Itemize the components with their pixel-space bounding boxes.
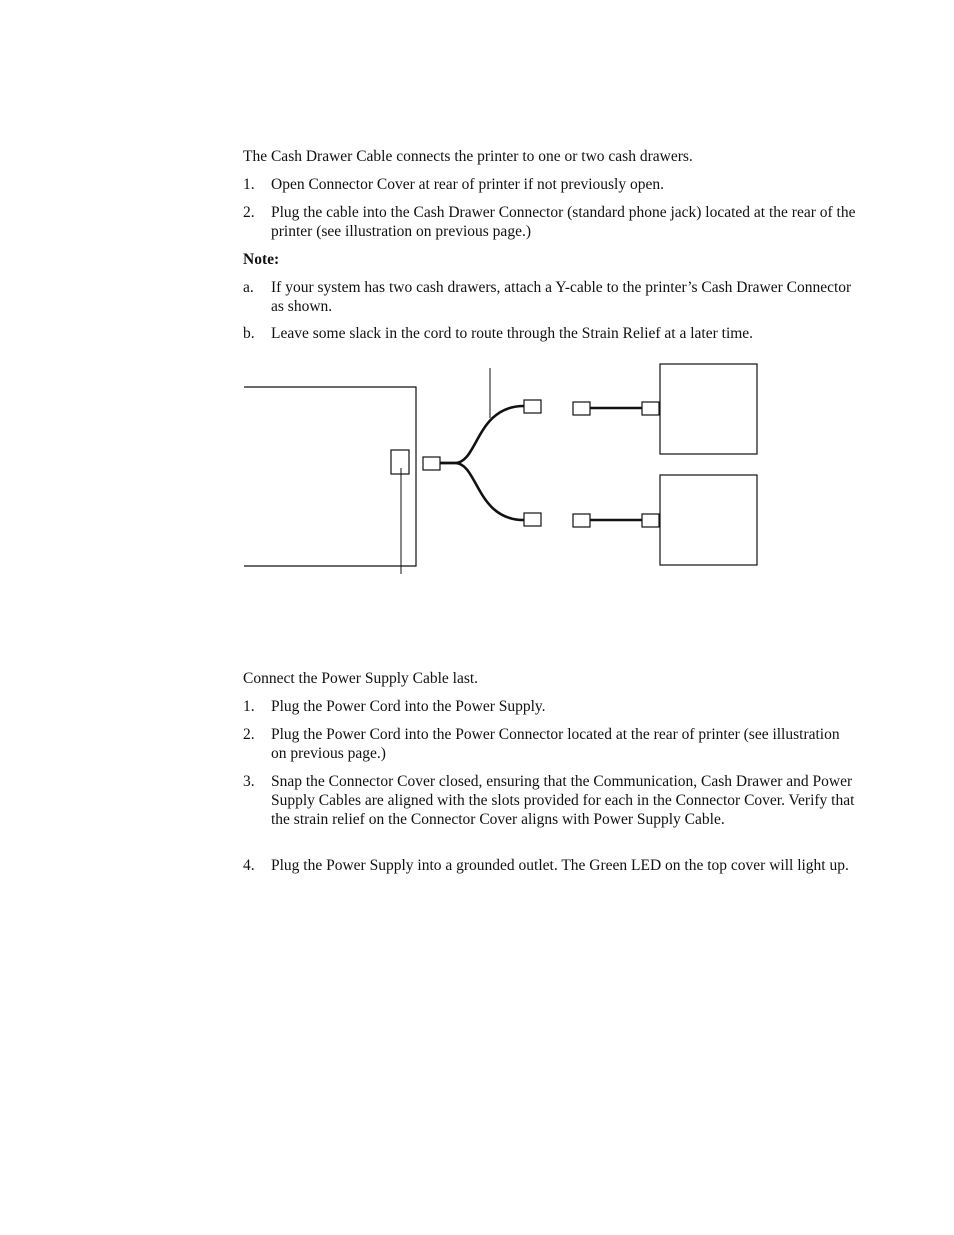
y-cable-plug: [423, 457, 440, 470]
note-text: If your system has two cash drawers, attach a Y-cable to the printer’s Cash Drawer Connector as shown.: [271, 279, 852, 315]
drawer-1-connector: [642, 402, 659, 415]
drawer-2-connector: [642, 514, 659, 527]
note-label: Note:: [243, 251, 280, 268]
note-letter: a.: [243, 279, 254, 296]
y-cable-lower-branch: [440, 463, 524, 520]
step-text: Snap the Connector Cover closed, ensuring that the Communication, Cash Drawer and Power Supply Cables are aligned with the slots provided for each in the Connector Cover. Verify that the strain relief on the Connector Cover aligns with Power Supply Cable.: [271, 773, 855, 828]
drawer-2-cable-plug: [573, 514, 590, 527]
y-cable-lower-jack: [524, 513, 541, 526]
cash-drawer-connector: [391, 450, 409, 474]
step-text: Plug the Power Supply into a grounded outlet. The Green LED on the top cover will light up.: [271, 857, 849, 874]
cash-drawer-2: [660, 475, 757, 565]
power-step-3: [243, 772, 858, 829]
step-text: Plug the cable into the Cash Drawer Connector (standard phone jack) located at the rear of the printer (see illustration on previous page.): [271, 204, 856, 240]
y-cable-upper-jack: [524, 400, 541, 413]
step-number: 1.: [243, 698, 255, 715]
cash-drawer-intro: The Cash Drawer Cable connects the printer to one or two cash drawers.: [243, 148, 693, 165]
printer-outline: [244, 387, 416, 566]
power-step-1: [243, 697, 858, 716]
power-step-4: [243, 856, 858, 875]
y-cable-upper-branch: [440, 406, 524, 463]
drawer-1-cable-plug: [573, 402, 590, 415]
step-text: Open Connector Cover at rear of printer if not previously open.: [271, 176, 664, 193]
note-letter: b.: [243, 325, 255, 342]
step-text: Plug the Power Cord into the Power Connector located at the rear of printer (see illustration on previous page.): [271, 726, 840, 762]
step-number: 2.: [243, 204, 255, 221]
step-text: Plug the Power Cord into the Power Supply.: [271, 698, 546, 715]
step-number: 1.: [243, 176, 255, 193]
cash-drawer-1: [660, 364, 757, 454]
power-step-2: [243, 725, 858, 763]
step-number: 3.: [243, 773, 255, 790]
power-supply-intro: Connect the Power Supply Cable last.: [243, 670, 479, 687]
step-number: 4.: [243, 857, 255, 874]
step-number: 2.: [243, 726, 255, 743]
note-text: Leave some slack in the cord to route through the Strain Relief at a later time.: [271, 325, 754, 342]
